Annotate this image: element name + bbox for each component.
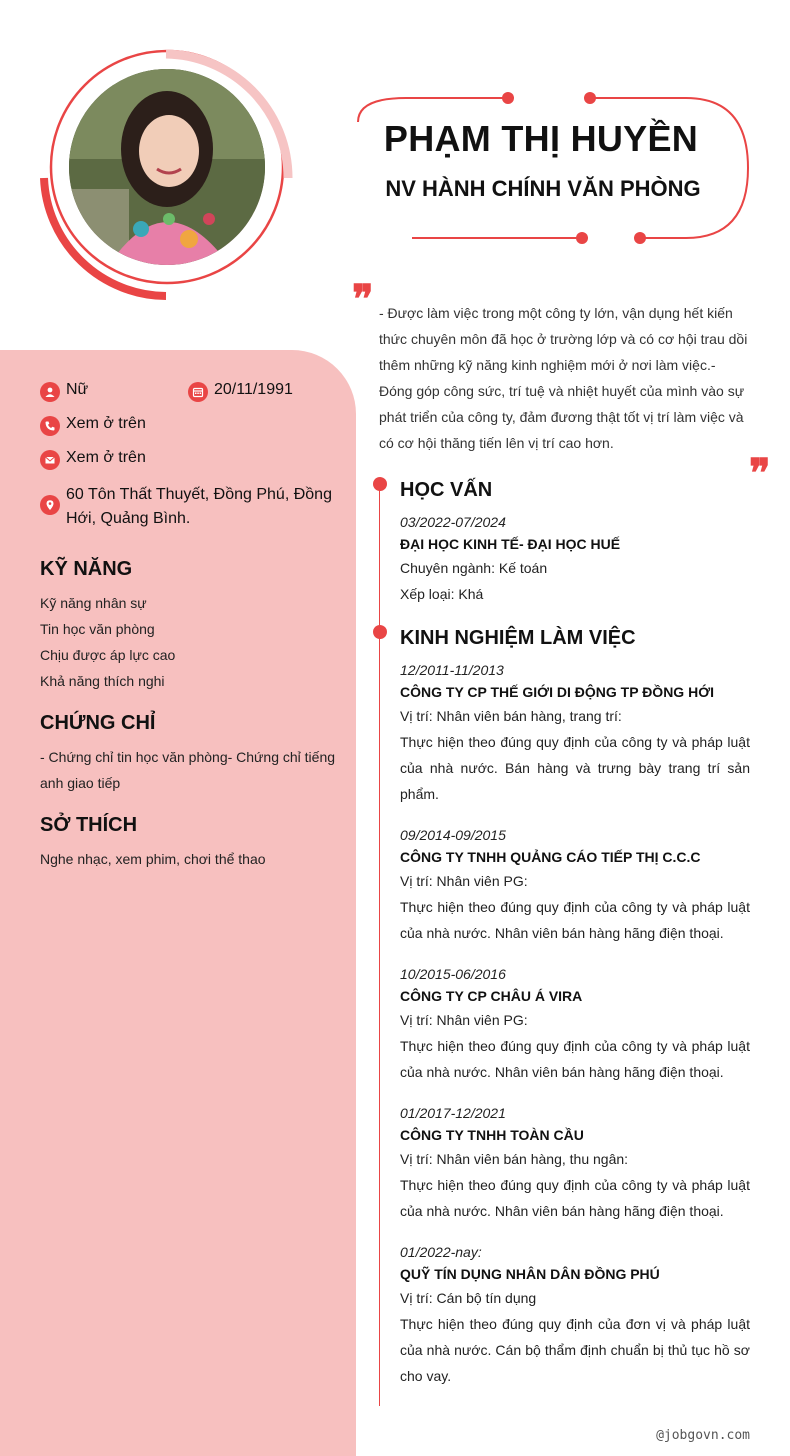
job-date: 09/2014-09/2015 <box>400 827 506 843</box>
hobbies-text: Nghe nhạc, xem phim, chơi thể thao <box>40 851 266 867</box>
experience-entry <box>400 824 750 946</box>
certificates-heading: CHỨNG CHỈ <box>40 712 156 734</box>
skill-item: Chịu được áp lực cao <box>40 647 176 663</box>
education-major: Chuyên ngành: Kế toán <box>400 560 548 576</box>
job-description: Thực hiện theo đúng quy định của công ty và pháp luật của nhà nước. Bán hàng và trưng bày trang trí sản phẩm. <box>400 734 750 802</box>
job-date: 12/2011-11/2013 <box>400 662 504 678</box>
birthday-value: 20/11/1991 <box>214 381 293 398</box>
phone-value: Xem ở trên <box>66 415 146 432</box>
job-title: NV HÀNH CHÍNH VĂN PHÒNG <box>385 176 701 201</box>
portrait-image <box>69 69 265 265</box>
job-position: Vị trí: Cán bộ tín dụng <box>400 1290 537 1306</box>
skills-heading: KỸ NĂNG <box>40 558 133 580</box>
experience-entry <box>400 659 750 807</box>
job-description: Thực hiện theo đúng quy định của công ty và pháp luật của nhà nước. Nhân viên bán hàng hãng điện thoại. <box>400 1177 750 1219</box>
watermark: @jobgovn.com <box>656 1428 750 1443</box>
job-company: CÔNG TY TNHH QUẢNG CÁO TIẾP THỊ C.C.C <box>400 849 701 865</box>
address-value: 60 Tôn Thất Thuyết, Đồng Phú, Đồng Hới, Quảng Bình. <box>66 486 332 527</box>
user-icon <box>40 382 60 402</box>
job-position: Vị trí: Nhân viên PG: <box>400 1012 528 1028</box>
candidate-name: PHẠM THỊ HUYỀN <box>383 118 699 159</box>
open-quote-icon: ❞ <box>352 276 374 323</box>
close-quote-icon: ❞ <box>749 450 771 497</box>
skill-item: Kỹ năng nhân sự <box>40 595 147 611</box>
education-school: ĐẠI HỌC KINH TẾ- ĐẠI HỌC HUẾ <box>400 536 621 552</box>
education-date: 03/2022-07/2024 <box>400 514 506 530</box>
email-row <box>40 449 146 470</box>
job-description: Thực hiện theo đúng quy định của công ty và pháp luật của nhà nước. Nhân viên bán hàng hãng điện thoại. <box>400 899 750 941</box>
education-entry <box>400 511 750 607</box>
job-date: 01/2017-12/2021 <box>400 1105 506 1121</box>
hobbies-heading: SỞ THÍCH <box>40 814 138 836</box>
job-date: 01/2022-nay: <box>400 1244 482 1260</box>
skill-item: Tin học văn phòng <box>40 621 155 637</box>
experience-heading: KINH NGHIỆM LÀM VIỆC <box>400 627 636 649</box>
job-position: Vị trí: Nhân viên bán hàng, thu ngân: <box>400 1151 629 1167</box>
timeline-dot <box>373 477 387 491</box>
skills-list <box>40 590 175 694</box>
avatar-block <box>36 46 298 308</box>
experience-entry <box>400 1241 750 1389</box>
education-grade: Xếp loại: Khá <box>400 586 484 602</box>
job-company: CÔNG TY CP CHÂU Á VIRA <box>400 988 583 1004</box>
phone-icon <box>40 416 60 436</box>
mail-icon <box>40 450 60 470</box>
address-row <box>40 483 340 531</box>
job-position: Vị trí: Nhân viên PG: <box>400 873 528 889</box>
email-value: Xem ở trên <box>66 449 146 466</box>
skill-item: Khả năng thích nghi <box>40 673 165 689</box>
calendar-icon <box>188 382 208 402</box>
name-frame <box>356 88 756 258</box>
job-description: Thực hiện theo đúng quy định của công ty và pháp luật của nhà nước. Nhân viên bán hàng hãng điện thoại. <box>400 1038 750 1080</box>
certificates-text: - Chứng chỉ tin học văn phòng- Chứng chỉ tiếng anh giao tiếp <box>40 749 336 791</box>
birthday-row <box>188 381 293 402</box>
avatar <box>69 69 265 265</box>
job-company: CÔNG TY TNHH TOÀN CẦU <box>400 1127 584 1143</box>
timeline-line <box>379 484 380 1406</box>
job-company: QUỸ TÍN DỤNG NHÂN DÂN ĐỒNG PHÚ <box>400 1266 660 1282</box>
gender-value: Nữ <box>66 381 89 398</box>
timeline-dot <box>373 625 387 639</box>
job-date: 10/2015-06/2016 <box>400 966 506 982</box>
phone-row <box>40 415 146 436</box>
education-heading: HỌC VẤN <box>400 479 493 501</box>
job-position: Vị trí: Nhân viên bán hàng, trang trí: <box>400 708 622 724</box>
gender-row <box>40 381 88 402</box>
job-description: Thực hiện theo đúng quy định của đơn vị và pháp luật của nhà nước. Cán bộ thẩm định chuẩn bị thủ tục hồ sơ cho vay. <box>400 1316 750 1384</box>
location-pin-icon <box>40 495 60 515</box>
experience-entry <box>400 963 750 1085</box>
job-company: CÔNG TY CP THẾ GIỚI DI ĐỘNG TP ĐỒNG HỚI <box>400 684 715 700</box>
career-objective: - Được làm việc trong một công ty lớn, vận dụng hết kiến thức chuyên môn đã học ở trường lớp và có cơ hội trau dồi thêm những kỹ năng kinh nghiệm mới ở nơi làm việc.- Đóng góp công sức, trí tuệ và nhiệt huyết của mình vào sự phát triển của công ty, đảm đương thật tốt vị trí làm việc và có cơ hội thăng tiến lên vị trí cao hơn. <box>379 305 748 451</box>
experience-entry <box>400 1102 750 1224</box>
